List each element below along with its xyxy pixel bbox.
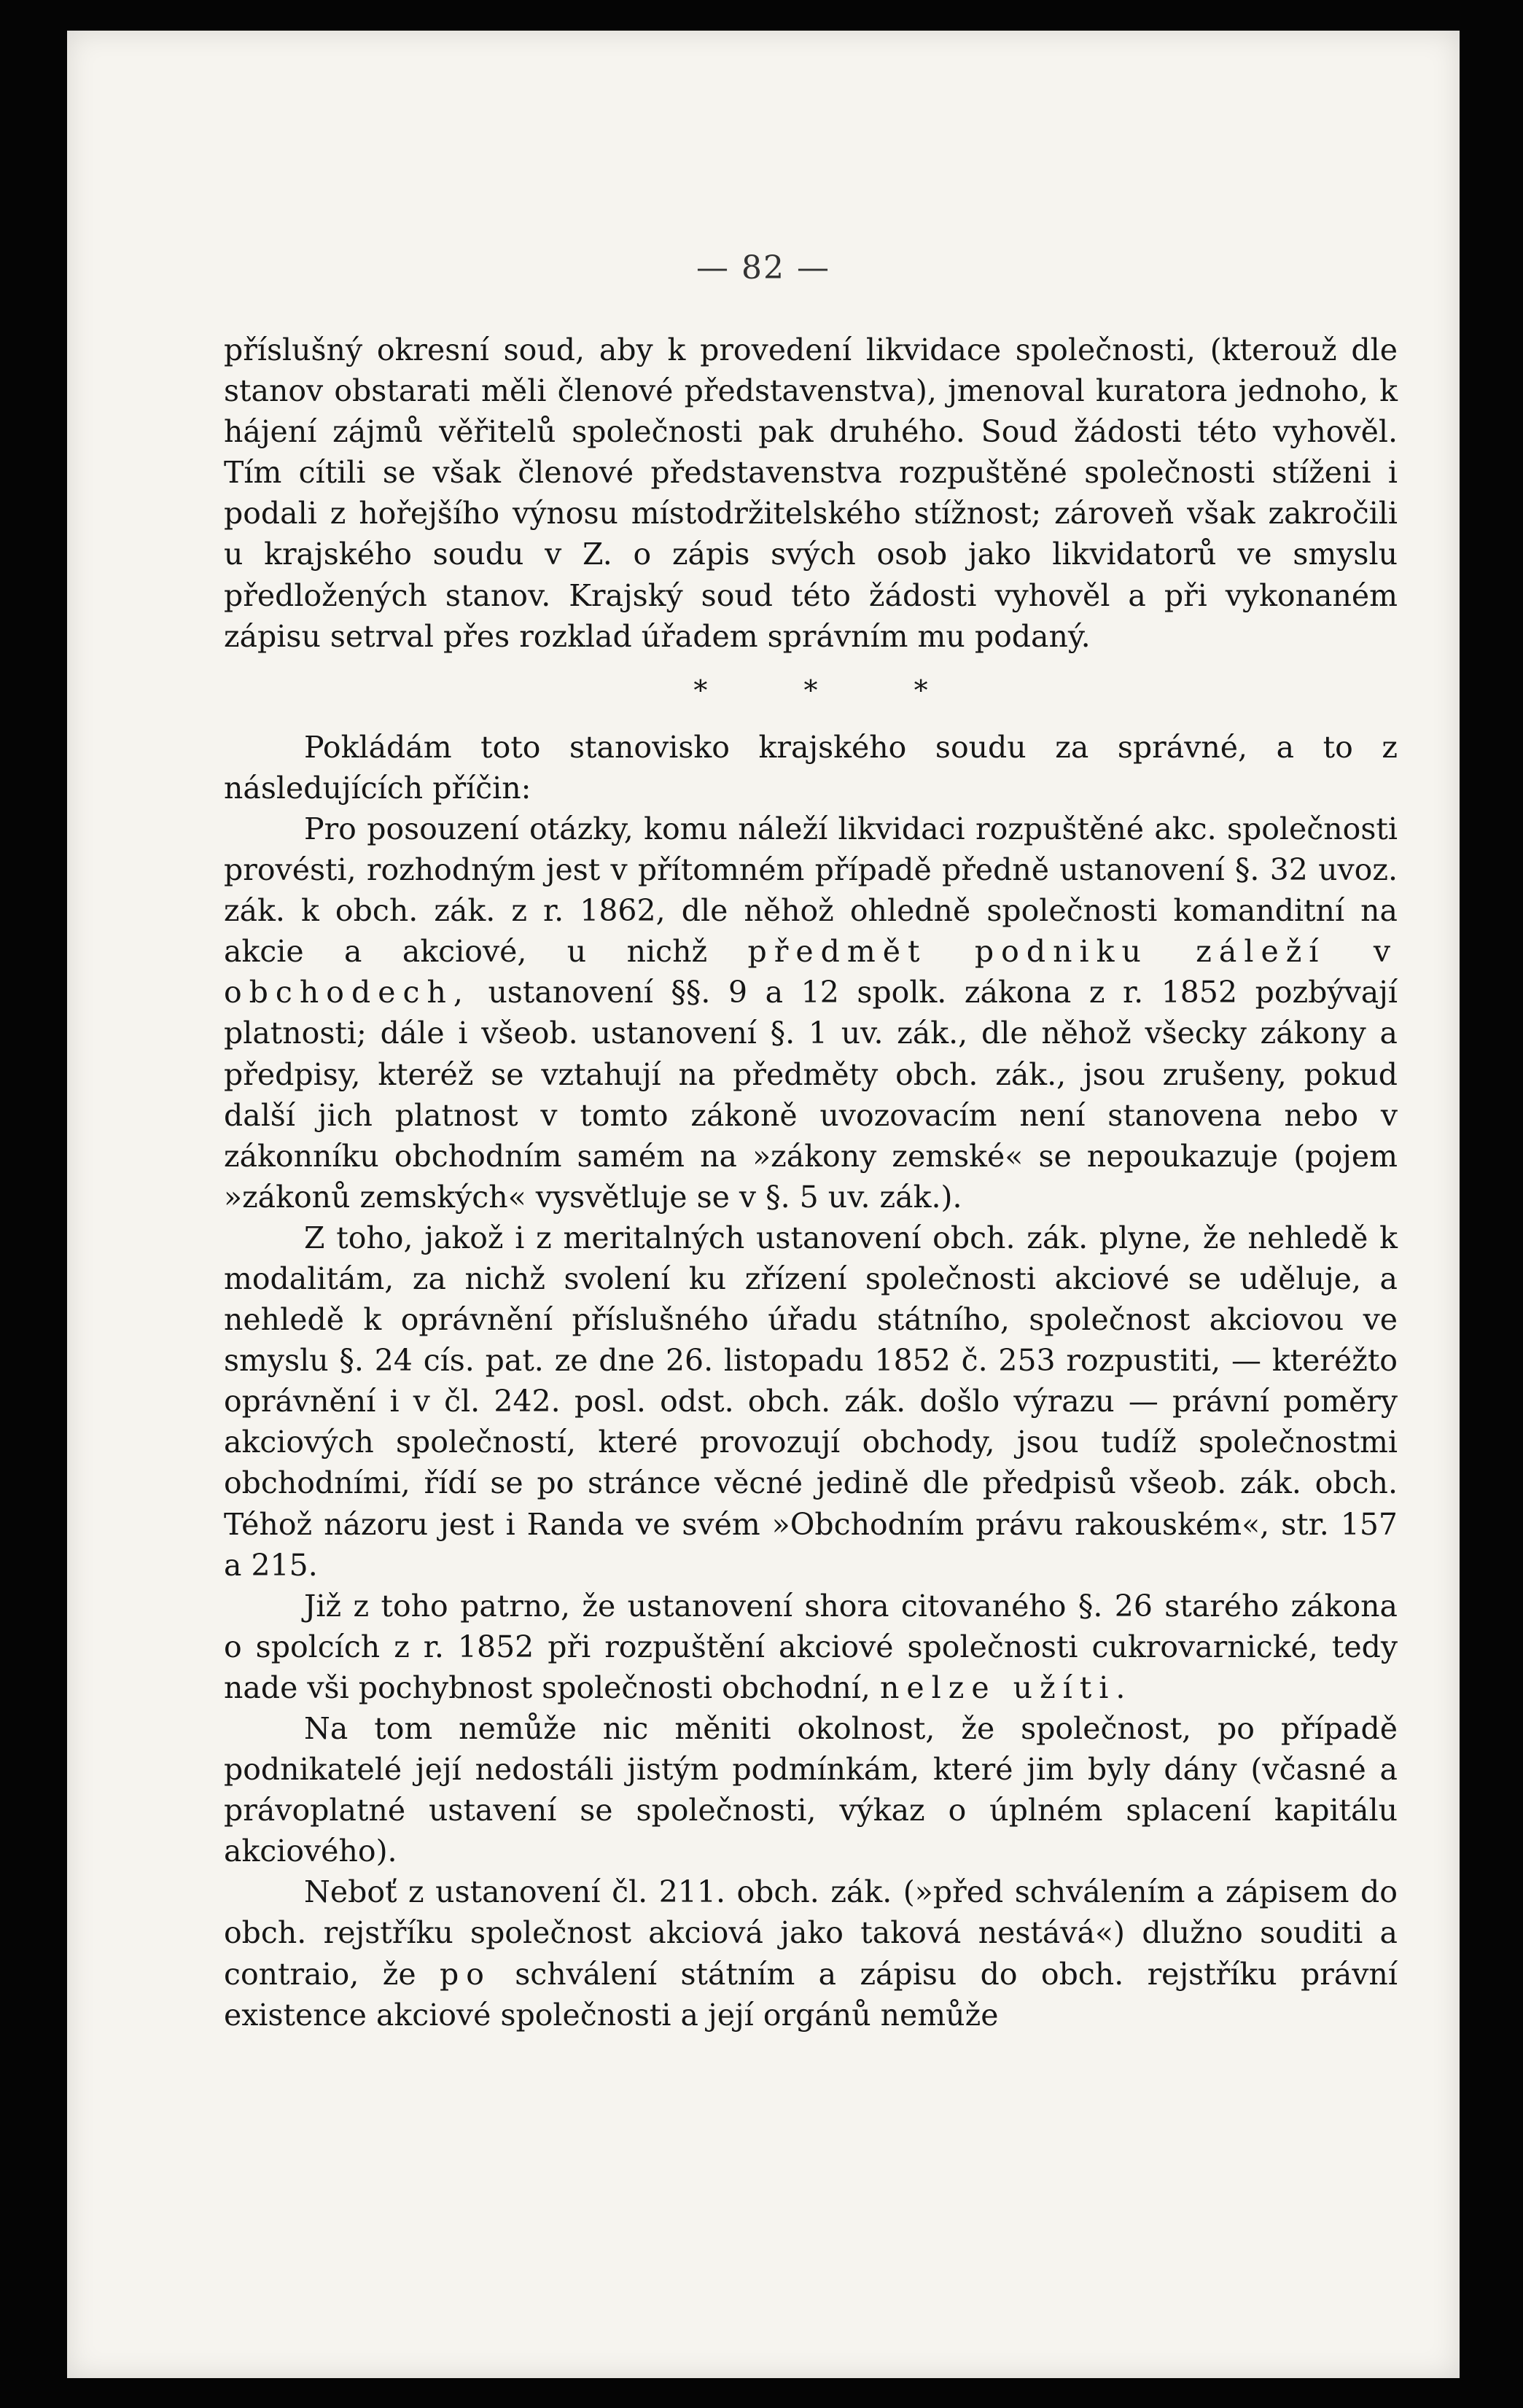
paragraph-meritalnych: Z toho, jakož i z meritalných ustanovení obch. zák. plyne, že nehledě k modalitám, za nichž svolení ku zřízení společnosti akciové se uděluje, a nehledě k oprávnění příslušného úřadu státního, společnost akciovou ve smyslu §. 24 cís. pat. ze dne 26. listopadu 1852 č. 253 rozpustiti, — kteréžto oprávnění i v čl. 242. posl. odst. obch. zák. došlo výrazu — právní poměry akciových společností, které provozují obchody, jsou tudíž společnostmi obchodními, řídí se po stránce věcné jedině dle předpisů všeob. zák. obch. Téhož názoru jest i Randa ve svém »Obchodním právu rakouském«, str. 157 a 215.: [224, 1220, 1398, 1583]
paragraph-likvidace: příslušný okresní soud, aby k provedení likvidace společnosti, (kterouž dle stanov obstarati měli členové představenstva), jmenoval kuratora jednoho, k hájení zájmů věřitelů společnosti pak druhého. Soud žádosti této vyhověl. Tím cítili se však členové představenstva rozpuštěné společnosti stíženi i podali z hořejšího výnosu místodržitelského stížnost; zároveň však zakročili u krajského soudu v Z. o zápis svých osob jako likvidatorů ve smyslu předložených stanov. Krajský soud této žádosti vyhověl a při vykonaném zápisu setrval přes rozklad úřadem správním mu podaný.: [224, 332, 1398, 654]
book-page: [67, 31, 1460, 2378]
emphasized-text: po: [439, 1956, 491, 1992]
text-run: ustanovení §§. 9 a 12 spolk. zákona z r. 1852 pozbývají platnosti; dále i všeob. ustanovení §. 1 uv. zák., dle něhož všecky zákony a předpisy, kteréž se vztahují na předměty obch. zák., jsou zrušeny, pokud další jich platnost v tomto zákoně uvozovacím není stanovena nebo v zákonníku obchodním samém na »zákony zemské« se nepoukazuje (pojem »zákonů zemských« vysvětluje se v §. 5 uv. zák.).: [224, 975, 1398, 1215]
page-body: [224, 330, 1398, 2035]
page-number: — 82 —: [696, 249, 830, 287]
emphasized-text: nelze užíti.: [879, 1669, 1133, 1705]
section-separator: * * *: [693, 674, 972, 706]
text-run: Již z toho patrno, že ustanovení shora citovaného §. 26 starého zákona o spolcích z r. 1852 při rozpuštění akciové společnosti cukrovarnické, tedy nade vši pochybnost společnosti obchodní,: [224, 1588, 1398, 1705]
paragraph-patrno: [224, 1586, 1398, 1708]
paragraph-posouzeni: [224, 808, 1398, 1217]
paragraph-okolnost: Na tom nemůže nic měniti okolnost, že společnost, po případě podnikatelé její nedostáli jistým podmínkám, které jim byly dány (včasné a právoplatné ustavení se společnosti, výkaz o úplném splacení kapitálu akciového).: [224, 1711, 1398, 1869]
emphasized-text: předmět podniku záleží v obchodech,: [224, 934, 1398, 1010]
text-run: schválení státním a zápisu do obch. rejstříku právní existence akciové společnosti a její orgánů nemůže: [224, 1956, 1398, 2033]
text-run: Pro posouzení otázky, komu náleží likvidaci rozpuštěné akc. společnosti provésti, rozhodným jest v přítomném případě předně ustanovení §. 32 uvoz. zák. k obch. zák. z r. 1862, dle něhož ohledně společnosti komanditní na akcie a akciové, u nichž: [224, 811, 1398, 970]
paragraph-intro: Pokládám toto stanovisko krajského soudu za správné, a to z následujících příčin:: [224, 729, 1398, 806]
text-run: Neboť z ustanovení čl. 211. obch. zák. (»před schválením a zápisem do obch. rejstříku společnost akciová jako taková nestává«) dlužno souditi a contraio, že: [224, 1874, 1398, 1992]
paragraph-nebot: [224, 1871, 1398, 2035]
